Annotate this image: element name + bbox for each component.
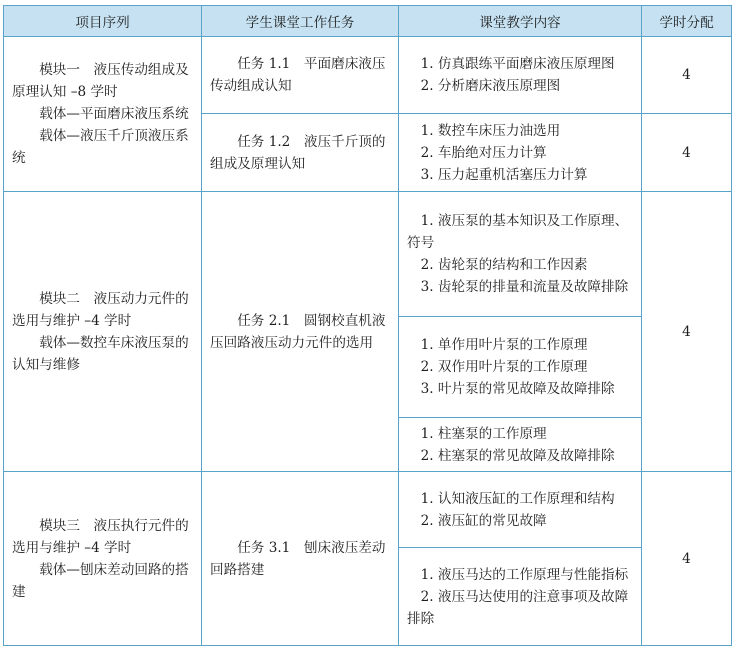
content-item: 3. 叶片泵的常见故障及故障排除 <box>420 381 615 397</box>
module-2-carrier: 载体—数控车床液压泵的认知与维修 <box>12 334 189 373</box>
task-3-1-cell <box>202 472 399 646</box>
content-item: 2. 分析磨床液压原理图 <box>420 78 561 94</box>
task-2-1-name: 任务 2.1 圆钢校直机液压回路液压动力元件的选用 <box>210 312 386 351</box>
task-2-1-cell <box>202 192 399 472</box>
table-row <box>4 37 732 114</box>
content-2-1c-cell <box>399 418 642 472</box>
module-2-cell <box>4 192 202 472</box>
task-1-2-name: 任务 1.2 液压千斤顶的组成及原理认知 <box>210 133 386 172</box>
table-header <box>4 6 732 37</box>
hours-1-1: 4 <box>642 37 732 114</box>
content-item: 2. 柱塞泵的常见故障及故障排除 <box>420 447 615 464</box>
table-row <box>4 192 732 317</box>
table-body <box>4 37 732 646</box>
module-1-carrier-2: 载体—液压千斤顶液压系统 <box>12 128 189 166</box>
content-3-1a-cell <box>399 472 642 548</box>
content-item: 1. 仿真跟练平面磨床液压原理图 <box>420 56 615 72</box>
module-1-title: 模块一 液压传动组成及原理认知 –8 学时 <box>12 62 189 100</box>
hours-3-1: 4 <box>642 472 732 646</box>
content-item: 2. 液压缸的常见故障 <box>420 512 547 529</box>
module-1-carrier-1: 载体—平面磨床液压系统 <box>39 106 189 122</box>
content-item: 1. 柱塞泵的工作原理 <box>420 425 547 442</box>
module-1-cell <box>4 37 202 192</box>
header-teaching-content: 课堂教学内容 <box>399 6 642 37</box>
task-1-1-name: 任务 1.1 平面磨床液压传动组成认知 <box>210 56 386 94</box>
header-class-hours: 学时分配 <box>642 6 732 37</box>
table-row <box>4 472 732 548</box>
content-2-1b-cell <box>399 317 642 418</box>
content-item: 1. 液压马达的工作原理与性能指标 <box>420 566 629 583</box>
content-3-1b-cell <box>399 548 642 646</box>
content-item: 1. 认知液压缸的工作原理和结构 <box>420 490 615 507</box>
task-1-2-cell <box>202 114 399 192</box>
module-3-cell <box>4 472 202 646</box>
content-1-2-cell <box>399 114 642 192</box>
content-item: 3. 齿轮泵的排量和流量及故障排除 <box>420 279 629 295</box>
module-3-title: 模块三 液压执行元件的选用与维护 –4 学时 <box>12 517 189 556</box>
task-3-1-name: 任务 3.1 刨床液压差动回路搭建 <box>210 539 386 578</box>
content-item: 2. 液压马达使用的注意事项及故障排除 <box>407 588 629 627</box>
header-project-sequence: 项目序列 <box>4 6 202 37</box>
module-2-title: 模块二 液压动力元件的选用与维护 –4 学时 <box>12 290 189 329</box>
task-1-1-cell <box>202 37 399 114</box>
hours-2-1: 4 <box>642 192 732 472</box>
content-item: 1. 数控车床压力油选用 <box>420 122 561 139</box>
content-item: 2. 车胎绝对压力计算 <box>420 144 547 161</box>
content-1-1-cell <box>399 37 642 114</box>
content-item: 2. 齿轮泵的结构和工作因素 <box>420 257 588 273</box>
content-item: 1. 液压泵的基本知识及工作原理、符号 <box>407 213 629 251</box>
content-2-1a-cell <box>399 192 642 317</box>
content-item: 3. 压力起重机活塞压力计算 <box>420 166 588 183</box>
course-schedule-table <box>3 5 732 646</box>
content-item: 1. 单作用叶片泵的工作原理 <box>420 337 588 353</box>
module-3-carrier: 载体—刨床差动回路的搭建 <box>12 561 189 600</box>
content-item: 2. 双作用叶片泵的工作原理 <box>420 359 588 375</box>
header-student-task: 学生课堂工作任务 <box>202 6 399 37</box>
hours-1-2: 4 <box>642 114 732 192</box>
